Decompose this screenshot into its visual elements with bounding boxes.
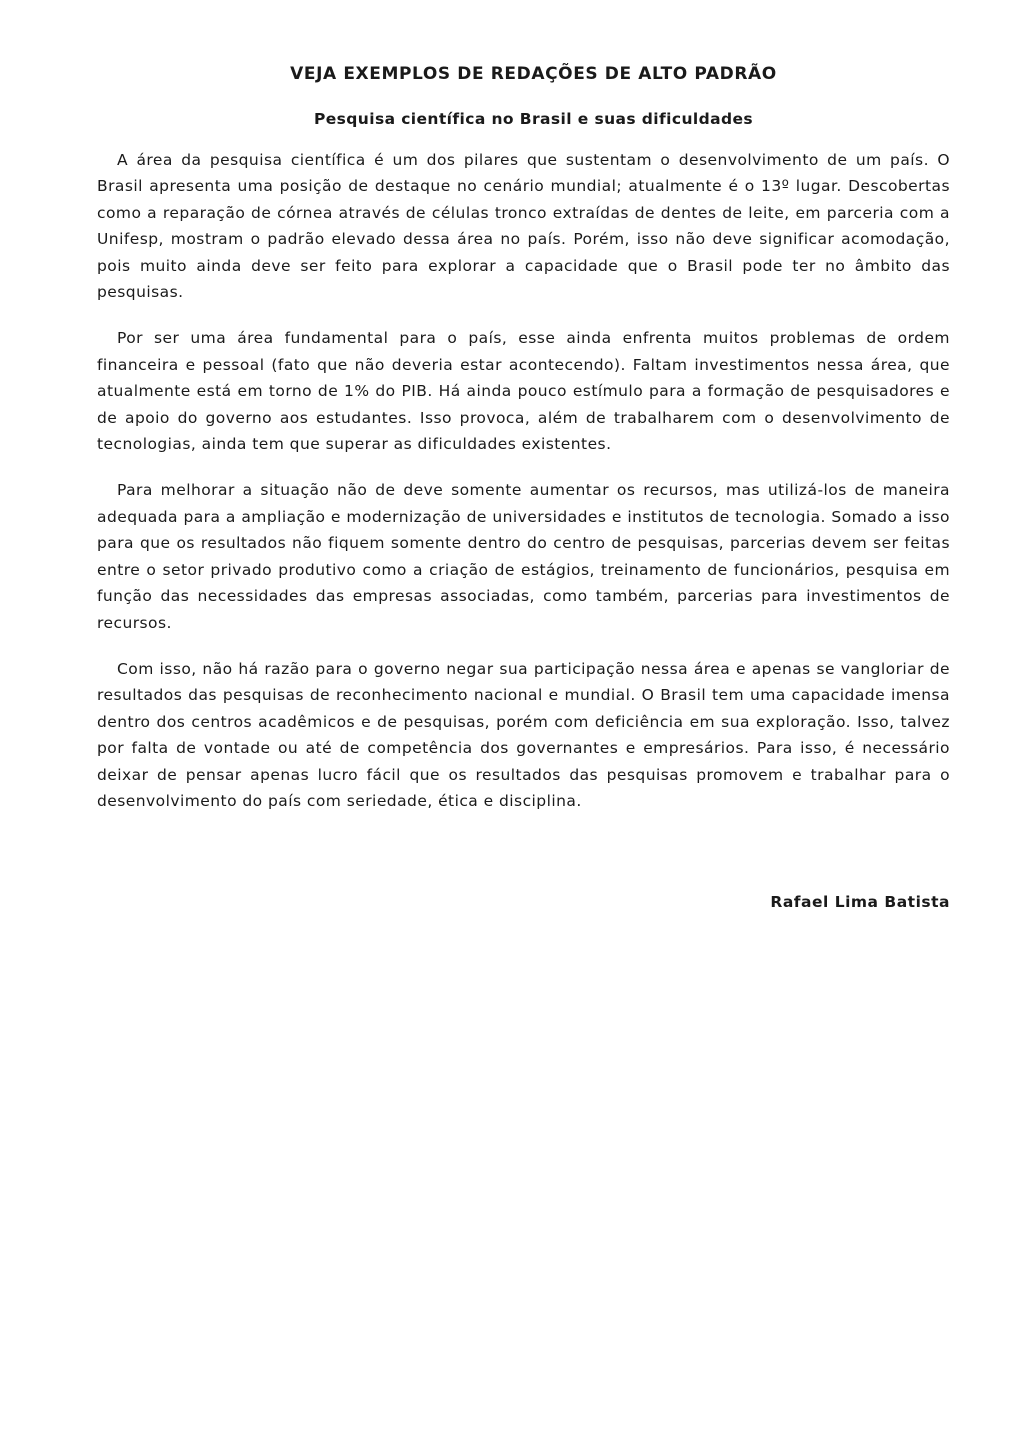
- page-title: VEJA EXEMPLOS DE REDAÇÕES DE ALTO PADRÃO: [290, 64, 777, 84]
- author-signature: Rafael Lima Batista: [770, 893, 950, 912]
- essay-paragraph-4: Com isso, não há razão para o governo negar sua participação nessa área e apenas se vangloriar de resultados das pesquisas de reconhecimento nacional e mundial. O Brasil tem uma capacidade imensa dentro dos centros acadêmicos e de pesquisas, porém com deficiência em sua exploração. Isso, talvez por falta de vontade ou até de competência dos governantes e empresários. Para isso, é necessário deixar de pensar apenas lucro fácil que os resultados das pesquisas promovem e trabalhar para o desenvolvimento do país com seriedade, ética e disciplina.: [97, 659, 950, 810]
- document-page: [97, 60, 950, 914]
- essay-title: Pesquisa científica no Brasil e suas dificuldades: [314, 110, 753, 128]
- essay-paragraph-1: A área da pesquisa científica é um dos pilares que sustentam o desenvolvimento de um país. O Brasil apresenta uma posição de destaque no cenário mundial; atualmente é o 13º lugar. Descobertas como a reparação de córnea através de células tronco extraídas de dentes de leite, em parceria com a Unifesp, mostram o padrão elevado dessa área no país. Porém, isso não deve significar acomodação, pois muito ainda deve ser feito para explorar a capacidade que o Brasil pode ter no âmbito das pesquisas.: [97, 151, 950, 302]
- essay-paragraph-2: Por ser uma área fundamental para o país, esse ainda enfrenta muitos problemas de ordem financeira e pessoal (fato que não deveria estar acontecendo). Faltam investimentos nessa área, que atualmente está em torno de 1% do PIB. Há ainda pouco estímulo para a formação de pesquisadores e de apoio do governo aos estudantes. Isso provoca, além de trabalharem com o desenvolvimento de tecnologias, ainda tem que superar as dificuldades existentes.: [97, 329, 950, 454]
- essay-paragraph-3: Para melhorar a situação não de deve somente aumentar os recursos, mas utilizá-los de maneira adequada para a ampliação e modernização de universidades e institutos de tecnologia. Somado a isso para que os resultados não fiquem somente dentro do centro de pesquisas, parcerias devem ser feitas entre o setor privado produtivo como a criação de estágios, treinamento de funcionários, pesquisa em função das necessidades das empresas associadas, como também, parcerias para investimentos de recursos.: [97, 481, 950, 632]
